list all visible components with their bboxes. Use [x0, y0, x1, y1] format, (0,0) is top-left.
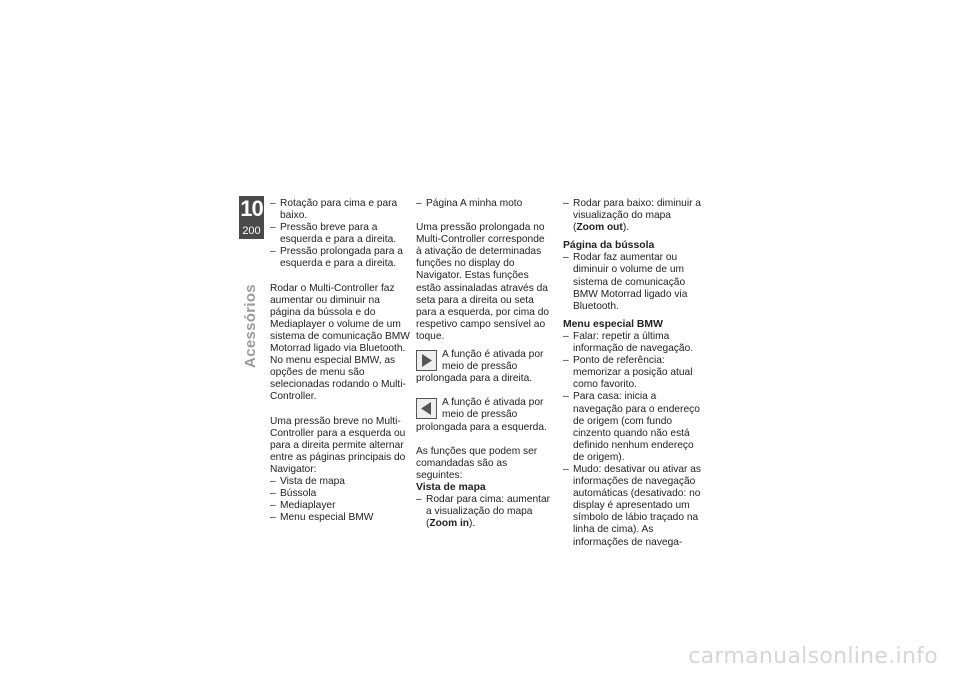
- list-item: – Pressão breve para a esquerda e para a direita.: [270, 222, 410, 246]
- list-item: – Rodar faz aumentar ou diminuir o volume de um sistema de comunicação BMW Motorrad ligado via Bluetooth.: [563, 252, 703, 312]
- paragraph: As funções que podem ser comandadas são as seguintes:: [416, 445, 538, 481]
- column-3: [563, 198, 703, 549]
- list-item: – Ponto de referência: memorizar a posição atual como favorito.: [563, 355, 703, 391]
- note-left-arrow: [416, 397, 553, 433]
- list-item: – Falar: repetir a última informação de navegação.: [563, 331, 703, 355]
- list-item: – Vista de mapa: [270, 476, 410, 488]
- paragraph: Uma pressão prolongada no Multi-Controller corresponde à ativação de determinadas funções no display do Navigator. Estas funções estão assinaladas através da seta para a direita ou seta para a esquerda, por cima do respetivo campo sensível ao toque.: [416, 222, 550, 342]
- arrow-left-icon: [416, 398, 437, 419]
- paragraph: Uma pressão breve no Multi-Controller para a esquerda ou para a direita permite alternar entre as páginas principais do Navigator:: [270, 415, 406, 475]
- note-right-arrow: [416, 349, 553, 385]
- chapter-number: 10: [240, 196, 263, 221]
- zoom-in-label: Zoom in: [429, 518, 470, 530]
- list-item: – Pressão prolongada para a esquerda e para a direita.: [270, 246, 410, 270]
- note-text: A função é ativada por meio de pressão prolongada para a direita.: [416, 349, 544, 385]
- paragraph: No menu especial BMW, as opções de menu são selecionadas rodando o Multi-Controller.: [270, 355, 406, 403]
- section-heading: Menu especial BMW: [563, 318, 663, 330]
- column-1: [270, 198, 410, 524]
- list-item: – Rodar para baixo: diminuir a visualização do mapa (Zoom out).: [563, 198, 703, 234]
- arrow-right-icon: [416, 350, 437, 371]
- zoom-out-label: Zoom out: [576, 222, 623, 234]
- list-item: – Bússola: [270, 488, 410, 500]
- column-2: [416, 198, 553, 530]
- list-item: – Mudo: desativar ou ativar as informações de navegação automáticas (desativado: no display é apresentado um símbolo de lábio traçado na linha de cima). As informações de navega-: [563, 464, 703, 549]
- paragraph: Rodar o Multi-Controller faz aumentar ou diminuir na página da bússola e do Mediaplayer o volume de um sistema de comunicação BMW Motorrad ligado via Bluetooth.: [270, 282, 410, 355]
- section-heading: Página da bússola: [563, 240, 655, 252]
- page-number: 200: [242, 225, 261, 237]
- list-item: – Página A minha moto: [416, 198, 553, 210]
- chapter-title: Acessórios: [241, 284, 259, 368]
- watermark: carmanualsonline.info: [688, 644, 938, 669]
- chapter-tab: [239, 196, 264, 239]
- list-item: – Para casa: inicia a navegação para o endereço de origem (com fundo cinzento quando não está definido nenhum endereço de origem).: [563, 391, 703, 464]
- note-text: A função é ativada por meio de pressão prolongada para a esquerda.: [416, 397, 547, 433]
- list-item: – Menu especial BMW: [270, 512, 410, 524]
- section-heading: Vista de mapa: [416, 481, 486, 493]
- list-item: – Mediaplayer: [270, 500, 410, 512]
- list-item: – Rotação para cima e para baixo.: [270, 198, 410, 222]
- chapter-title-vertical: [240, 284, 260, 368]
- list-item: – Rodar para cima: aumentar a visualização do mapa (Zoom in).: [416, 494, 553, 530]
